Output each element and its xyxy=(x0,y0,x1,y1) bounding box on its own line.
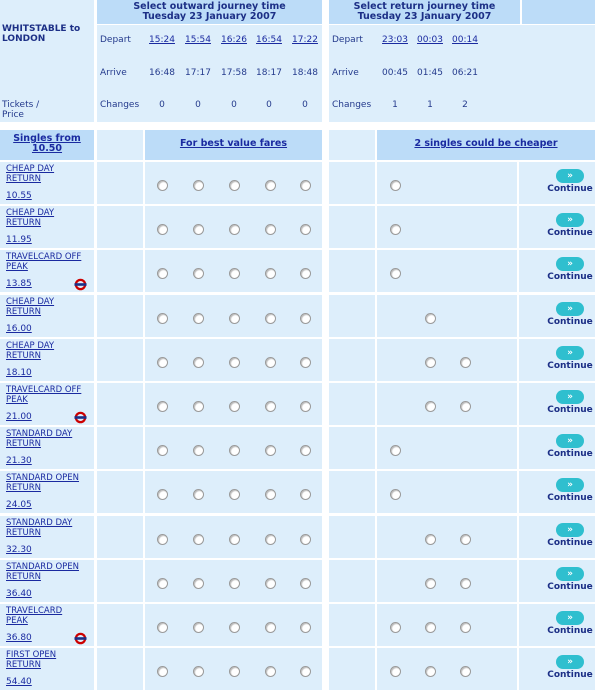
outward-fare-radio[interactable] xyxy=(229,445,240,456)
outward-fare-radio[interactable] xyxy=(265,180,276,191)
singles-header[interactable] xyxy=(0,130,94,160)
fare-name-link[interactable] xyxy=(6,341,54,361)
return-fare-radio[interactable] xyxy=(425,666,436,677)
outward-fare-radio[interactable] xyxy=(229,578,240,589)
fare-name-link[interactable] xyxy=(6,297,54,317)
return-blank-cell xyxy=(329,471,375,513)
continue-button[interactable] xyxy=(546,434,594,459)
fare-name-line: RETURN xyxy=(6,660,41,670)
outward-fare-radio[interactable] xyxy=(193,578,204,589)
outward-fare-radio[interactable] xyxy=(157,357,168,368)
fare-price-link[interactable]: 11.95 xyxy=(6,235,32,245)
london-underground-roundel-icon xyxy=(74,278,87,291)
fare-name-link[interactable] xyxy=(6,164,54,184)
outward-fare-radio[interactable] xyxy=(157,489,168,500)
two-singles-header xyxy=(377,130,595,160)
continue-label: Continue xyxy=(547,582,593,592)
route-panel xyxy=(0,0,94,122)
fare-row xyxy=(0,648,595,690)
return-date: Tuesday 23 January 2007 xyxy=(357,11,492,22)
return-blank-cell xyxy=(329,383,375,425)
fare-name-line: RETURN xyxy=(6,307,41,317)
fare-name-line: STANDARD DAY xyxy=(6,429,73,439)
outward-fare-radio[interactable] xyxy=(265,666,276,677)
return-fare-radio[interactable] xyxy=(460,534,471,545)
outward-fare-radio[interactable] xyxy=(265,313,276,324)
fare-price-link[interactable]: 16.00 xyxy=(6,324,32,334)
outward-fare-radio[interactable] xyxy=(193,224,204,235)
return-fare-radio[interactable] xyxy=(425,534,436,545)
fare-name-line: TRAVELCARD OFF xyxy=(6,252,82,262)
return-depart-label: Depart xyxy=(332,35,363,45)
fare-row xyxy=(0,516,595,558)
route-title xyxy=(2,24,80,44)
two-singles-link[interactable]: 2 singles could be cheaper xyxy=(414,138,558,149)
outward-fare-radio[interactable] xyxy=(229,224,240,235)
continue-button[interactable] xyxy=(546,390,594,415)
tickets-price-label xyxy=(2,100,39,120)
fare-name-line: TRAVELCARD OFF xyxy=(6,385,82,395)
outward-changes-label: Changes xyxy=(100,100,140,110)
fare-name-line: STANDARD OPEN xyxy=(6,562,80,572)
continue-arrows-icon: » xyxy=(556,169,584,183)
return-title: Select return journey time xyxy=(353,1,496,12)
fare-row xyxy=(0,427,595,469)
outward-depart-time[interactable]: 15:54 xyxy=(185,35,211,45)
outward-fare-radio[interactable] xyxy=(157,622,168,633)
outward-fare-radio[interactable] xyxy=(229,666,240,677)
fare-name-line: STANDARD OPEN xyxy=(6,473,80,483)
fare-name-line: RETURN xyxy=(6,528,41,538)
fare-name-line: RETURN xyxy=(6,439,41,449)
fare-price-link[interactable]: 21.30 xyxy=(6,456,32,466)
outward-fare-radio[interactable] xyxy=(157,666,168,677)
return-changes-count: 1 xyxy=(427,100,433,110)
outward-blank-cell xyxy=(97,162,143,204)
outward-fare-radio[interactable] xyxy=(157,401,168,412)
fare-name-line: PEAK xyxy=(6,616,28,626)
outward-depart-label: Depart xyxy=(100,35,131,45)
continue-label: Continue xyxy=(547,228,593,238)
outward-fare-radio[interactable] xyxy=(300,401,311,412)
return-changes-count: 2 xyxy=(462,100,468,110)
continue-arrows-icon: » xyxy=(556,346,584,360)
continue-arrows-icon: » xyxy=(556,390,584,404)
return-blank-cell xyxy=(329,516,375,558)
outward-fare-radio[interactable] xyxy=(193,313,204,324)
fare-name-line: RETURN xyxy=(6,483,41,493)
outward-title: Select outward journey time xyxy=(133,1,286,12)
fare-name-link[interactable] xyxy=(6,208,54,228)
outward-fare-radio[interactable] xyxy=(193,534,204,545)
return-blank-cell xyxy=(329,295,375,337)
fare-name-link[interactable] xyxy=(6,429,72,449)
continue-arrows-icon: » xyxy=(556,302,584,316)
outward-blank-cell xyxy=(97,383,143,425)
continue-arrows-icon: » xyxy=(556,434,584,448)
outward-fare-radio[interactable] xyxy=(300,622,311,633)
london-underground-roundel-icon xyxy=(74,632,87,645)
best-value-header xyxy=(145,130,322,160)
outward-fare-radio[interactable] xyxy=(265,357,276,368)
outward-changes-count: 0 xyxy=(266,100,272,110)
outward-fare-radio[interactable] xyxy=(265,268,276,279)
return-header xyxy=(329,0,520,24)
fare-name-line: RETURN xyxy=(6,572,41,582)
continue-label: Continue xyxy=(547,361,593,371)
return-fare-radio[interactable] xyxy=(390,622,401,633)
fare-row xyxy=(0,295,595,337)
return-fare-radio[interactable] xyxy=(460,357,471,368)
outward-arrive-label: Arrive xyxy=(100,68,127,78)
return-fare-radio[interactable] xyxy=(390,180,401,191)
outward-fare-radio[interactable] xyxy=(157,534,168,545)
fare-row xyxy=(0,162,595,204)
return-fare-radio[interactable] xyxy=(460,578,471,589)
continue-label: Continue xyxy=(547,538,593,548)
fare-name-link[interactable] xyxy=(6,518,72,538)
fare-price-link[interactable]: 54.40 xyxy=(6,677,32,687)
continue-button[interactable] xyxy=(546,257,594,282)
return-fare-radio[interactable] xyxy=(425,401,436,412)
return-radio-cell xyxy=(377,516,517,558)
return-fare-radio[interactable] xyxy=(425,622,436,633)
outward-fare-radio[interactable] xyxy=(193,622,204,633)
outward-fare-radio[interactable] xyxy=(229,622,240,633)
continue-button[interactable] xyxy=(546,302,594,327)
return-spacer xyxy=(329,130,375,160)
outward-blank-cell xyxy=(97,295,143,337)
outward-depart-time[interactable]: 16:26 xyxy=(221,35,247,45)
fare-price-link[interactable]: 18.10 xyxy=(6,368,32,378)
outward-blank-cell xyxy=(97,427,143,469)
fare-name-line: TRAVELCARD xyxy=(6,606,63,616)
fare-name-line: CHEAP DAY xyxy=(6,208,55,218)
return-changes-count: 1 xyxy=(392,100,398,110)
outward-fare-radio[interactable] xyxy=(265,622,276,633)
fare-name-line: FIRST OPEN xyxy=(6,650,57,660)
outward-fare-radio[interactable] xyxy=(229,313,240,324)
return-fare-radio[interactable] xyxy=(390,224,401,235)
outward-fare-radio[interactable] xyxy=(300,224,311,235)
outward-arrive-time: 18:17 xyxy=(256,68,282,78)
return-fare-radio[interactable] xyxy=(460,622,471,633)
outward-blank-cell xyxy=(97,516,143,558)
return-blank-cell xyxy=(329,162,375,204)
outward-changes-count: 0 xyxy=(195,100,201,110)
outward-blank-cell xyxy=(97,339,143,381)
continue-arrows-icon: » xyxy=(556,478,584,492)
continue-label: Continue xyxy=(547,272,593,282)
continue-button[interactable] xyxy=(546,213,594,238)
outward-fare-radio[interactable] xyxy=(157,224,168,235)
outward-fare-radio[interactable] xyxy=(193,180,204,191)
route-to: LONDON xyxy=(2,34,46,44)
continue-label: Continue xyxy=(547,670,593,680)
continue-label: Continue xyxy=(547,626,593,636)
fare-row xyxy=(0,250,595,292)
return-depart-time[interactable]: 23:03 xyxy=(382,35,408,45)
fare-row xyxy=(0,604,595,646)
outward-fare-radio[interactable] xyxy=(229,401,240,412)
outward-blank-cell xyxy=(97,206,143,248)
continue-arrows-icon: » xyxy=(556,257,584,271)
outward-fare-radio[interactable] xyxy=(300,666,311,677)
fare-row xyxy=(0,471,595,513)
outward-fare-radio[interactable] xyxy=(300,357,311,368)
outward-fare-radio[interactable] xyxy=(265,224,276,235)
fare-name-line: CHEAP DAY xyxy=(6,164,55,174)
return-fare-radio[interactable] xyxy=(460,666,471,677)
return-fare-radio[interactable] xyxy=(390,268,401,279)
return-fare-radio[interactable] xyxy=(425,578,436,589)
outward-depart-time[interactable]: 15:24 xyxy=(149,35,175,45)
outward-arrive-time: 18:48 xyxy=(292,68,318,78)
outward-fare-radio[interactable] xyxy=(300,313,311,324)
continue-arrows-icon: » xyxy=(556,567,584,581)
return-arrive-time: 01:45 xyxy=(417,68,443,78)
fare-price-link[interactable]: 21.00 xyxy=(6,412,32,422)
outward-fare-radio[interactable] xyxy=(157,578,168,589)
outward-fare-radio[interactable] xyxy=(229,357,240,368)
continue-button[interactable] xyxy=(546,478,594,503)
fare-price-link[interactable]: 10.55 xyxy=(6,191,32,201)
outward-fare-radio[interactable] xyxy=(157,180,168,191)
london-underground-roundel-icon xyxy=(74,411,87,424)
fare-name-line: STANDARD DAY xyxy=(6,518,73,528)
return-blank-cell xyxy=(329,427,375,469)
outward-header xyxy=(97,0,322,24)
continue-button[interactable] xyxy=(546,611,594,636)
fare-name-link[interactable] xyxy=(6,385,81,405)
continue-button[interactable] xyxy=(546,567,594,592)
outward-fare-radio[interactable] xyxy=(157,313,168,324)
outward-blank-cell xyxy=(97,648,143,690)
tickets-label: Tickets / xyxy=(2,100,40,110)
outward-blank-cell xyxy=(97,250,143,292)
continue-label: Continue xyxy=(547,449,593,459)
return-arrive-time: 00:45 xyxy=(382,68,408,78)
fare-name-link[interactable] xyxy=(6,562,79,582)
outward-fare-radio[interactable] xyxy=(300,578,311,589)
fare-row xyxy=(0,383,595,425)
fare-name-link[interactable] xyxy=(6,606,62,626)
outward-fare-radio[interactable] xyxy=(157,268,168,279)
outward-changes-count: 0 xyxy=(302,100,308,110)
outward-changes-count: 0 xyxy=(231,100,237,110)
fare-price-link[interactable]: 24.05 xyxy=(6,500,32,510)
outward-fare-radio[interactable] xyxy=(300,489,311,500)
outward-arrive-time: 17:17 xyxy=(185,68,211,78)
outward-fare-radio[interactable] xyxy=(265,578,276,589)
return-blank-cell xyxy=(329,250,375,292)
outward-blank-cell xyxy=(97,560,143,602)
outward-changes-count: 0 xyxy=(159,100,165,110)
continue-label: Continue xyxy=(547,317,593,327)
return-fare-radio[interactable] xyxy=(390,489,401,500)
route-from: WHITSTABLE to xyxy=(2,24,81,34)
outward-arrive-time: 17:58 xyxy=(221,68,247,78)
outward-fare-radio[interactable] xyxy=(265,489,276,500)
fare-row xyxy=(0,339,595,381)
fare-price-link[interactable]: 32.30 xyxy=(6,545,32,555)
outward-fare-radio[interactable] xyxy=(193,401,204,412)
outward-fare-radio[interactable] xyxy=(229,489,240,500)
fare-price-link[interactable]: 13.85 xyxy=(6,279,32,289)
outward-fare-radio[interactable] xyxy=(229,534,240,545)
outward-date: Tuesday 23 January 2007 xyxy=(142,11,277,22)
return-blank-cell xyxy=(329,339,375,381)
outward-fare-radio[interactable] xyxy=(193,489,204,500)
outward-fare-radio[interactable] xyxy=(300,534,311,545)
fare-name-line: RETURN xyxy=(6,218,41,228)
outward-fare-radio[interactable] xyxy=(193,666,204,677)
outward-fare-radio[interactable] xyxy=(157,445,168,456)
continue-label: Continue xyxy=(547,184,593,194)
fare-name-line: PEAK xyxy=(6,262,28,272)
return-blank-cell xyxy=(329,604,375,646)
outward-depart-time[interactable]: 17:22 xyxy=(292,35,318,45)
fare-row xyxy=(0,206,595,248)
return-radio-cell xyxy=(377,383,517,425)
return-blank-cell xyxy=(329,648,375,690)
return-radio-cell xyxy=(377,339,517,381)
return-fare-radio[interactable] xyxy=(425,313,436,324)
return-header-extension xyxy=(522,0,595,24)
return-fare-radio[interactable] xyxy=(390,445,401,456)
best-value-link[interactable]: For best value fares xyxy=(179,138,288,149)
outward-fare-radio[interactable] xyxy=(229,180,240,191)
outward-fare-radio[interactable] xyxy=(300,445,311,456)
return-changes-label: Changes xyxy=(332,100,372,110)
fare-name-line: RETURN xyxy=(6,174,41,184)
continue-arrows-icon: » xyxy=(556,611,584,625)
return-blank-cell xyxy=(329,206,375,248)
outward-fare-radio[interactable] xyxy=(265,401,276,412)
continue-arrows-icon: » xyxy=(556,213,584,227)
fare-name-line: CHEAP DAY xyxy=(6,297,55,307)
continue-arrows-icon: » xyxy=(556,655,584,669)
fare-name-line: RETURN xyxy=(6,351,41,361)
outward-fare-radio[interactable] xyxy=(300,268,311,279)
fare-name-line: CHEAP DAY xyxy=(6,341,55,351)
return-arrive-label: Arrive xyxy=(332,68,359,78)
outward-fare-radio[interactable] xyxy=(229,268,240,279)
continue-label: Continue xyxy=(547,493,593,503)
return-fare-radio[interactable] xyxy=(425,357,436,368)
outward-depart-time[interactable]: 16:54 xyxy=(256,35,282,45)
continue-label: Continue xyxy=(547,405,593,415)
fare-price-link[interactable]: 36.40 xyxy=(6,589,32,599)
return-arrive-time: 06:21 xyxy=(452,68,478,78)
outward-spacer xyxy=(97,130,143,160)
return-depart-time[interactable]: 00:03 xyxy=(417,35,443,45)
singles-label[interactable]: Singles from xyxy=(13,133,81,144)
outward-arrive-time: 16:48 xyxy=(149,68,175,78)
outward-fare-radio[interactable] xyxy=(265,534,276,545)
fare-price-link[interactable]: 36.80 xyxy=(6,633,32,643)
return-depart-time[interactable]: 00:14 xyxy=(452,35,478,45)
outward-fare-radio[interactable] xyxy=(193,357,204,368)
fare-name-link[interactable] xyxy=(6,650,56,670)
fare-name-line: PEAK xyxy=(6,395,28,405)
return-fare-radio[interactable] xyxy=(460,401,471,412)
return-blank-cell xyxy=(329,560,375,602)
continue-button[interactable] xyxy=(546,655,594,680)
outward-fare-radio[interactable] xyxy=(265,445,276,456)
fare-row xyxy=(0,560,595,602)
fare-name-link[interactable] xyxy=(6,252,81,272)
outward-fare-radio[interactable] xyxy=(300,180,311,191)
return-fare-radio[interactable] xyxy=(390,666,401,677)
singles-price[interactable]: 10.50 xyxy=(31,143,63,154)
return-radio-cell xyxy=(377,560,517,602)
fare-name-link[interactable] xyxy=(6,473,79,493)
outward-fare-radio[interactable] xyxy=(193,268,204,279)
continue-button[interactable] xyxy=(546,346,594,371)
outward-blank-cell xyxy=(97,604,143,646)
outward-blank-cell xyxy=(97,471,143,513)
return-radio-cell xyxy=(377,295,517,337)
continue-button[interactable] xyxy=(546,169,594,194)
price-label: Price xyxy=(2,110,24,120)
continue-button[interactable] xyxy=(546,523,594,548)
continue-arrows-icon: » xyxy=(556,523,584,537)
outward-fare-radio[interactable] xyxy=(193,445,204,456)
